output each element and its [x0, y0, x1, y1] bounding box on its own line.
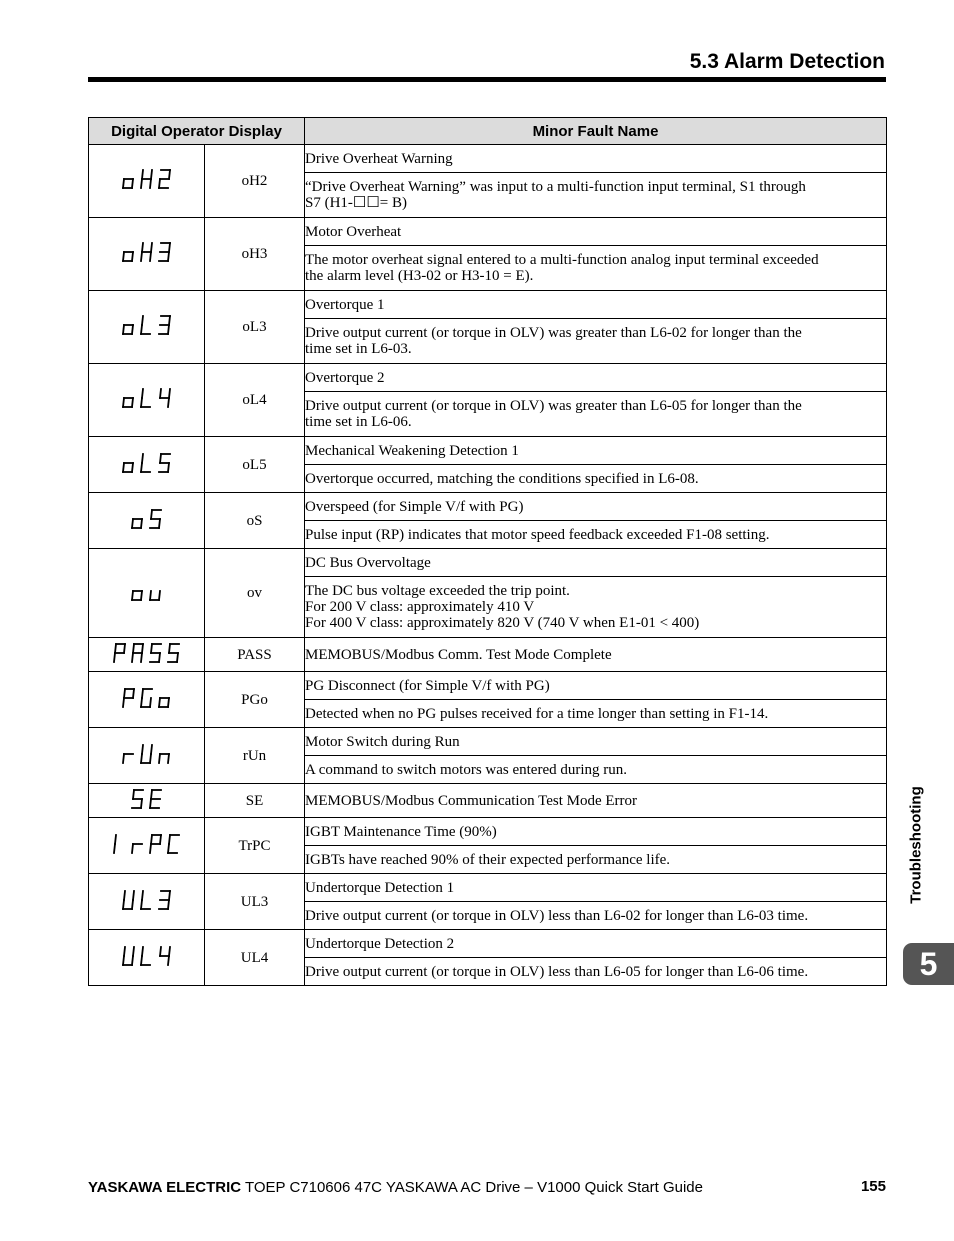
desc-text: Pulse input (RP) indicates that motor speed feedback exceeded F1-08 setting. — [305, 526, 770, 543]
operator-display — [89, 874, 205, 930]
seven-segment-glyph — [158, 451, 172, 475]
seven-segment-glyph — [158, 167, 172, 191]
alarm-code: UL4 — [205, 930, 305, 986]
alarm-code: PGo — [205, 672, 305, 728]
seven-segment-glyph — [158, 386, 172, 410]
desc-text: IGBT Maintenance Time (90%) — [305, 823, 497, 840]
fault-name — [305, 874, 887, 902]
fault-name — [305, 728, 887, 756]
fault-description — [305, 173, 887, 218]
table-row — [89, 493, 887, 521]
alarm-code: rUn — [205, 728, 305, 784]
alarm-code: oL4 — [205, 364, 305, 437]
fault-name — [305, 291, 887, 319]
desc-text: PG Disconnect (for Simple V/f with PG) — [305, 677, 550, 694]
col-header-display: Digital Operator Display — [89, 118, 305, 145]
footer-brand: YASKAWA ELECTRIC — [88, 1179, 242, 1196]
seven-segment-glyph — [113, 832, 127, 856]
page-number: 155 — [860, 1178, 886, 1195]
alarm-code: UL3 — [205, 874, 305, 930]
alarm-code: PASS — [205, 638, 305, 672]
seven-segment-glyph — [158, 944, 172, 968]
desc-text: Detected when no PG pulses received for a time longer than setting in F1-14. — [305, 705, 769, 722]
desc-text: A command to switch motors was entered during run. — [305, 761, 628, 778]
table-row — [89, 784, 887, 818]
seven-segment-glyph — [140, 167, 154, 191]
alarm-code: SE — [205, 784, 305, 818]
troubleshooting-label: Troubleshooting — [907, 786, 925, 904]
desc-text: Overtorque occurred, matching the conditions specified in L6-08. — [305, 470, 699, 487]
fault-name — [305, 672, 887, 700]
seven-segment-glyph — [149, 787, 163, 811]
fault-description — [305, 521, 887, 549]
section-title: 5.3 Alarm Detection — [689, 50, 885, 73]
alarm-code: oH2 — [205, 145, 305, 218]
seven-segment-glyph — [131, 579, 145, 603]
table-row — [89, 728, 887, 756]
seven-segment-glyph — [140, 742, 154, 766]
fault-description — [305, 465, 887, 493]
operator-display — [89, 145, 205, 218]
table-row — [89, 930, 887, 958]
seven-segment-glyph — [122, 451, 136, 475]
seven-segment-glyph — [122, 742, 136, 766]
desc-text: IGBTs have reached 90% of their expected performance life. — [305, 851, 671, 868]
desc-text: Undertorque Detection 1 — [305, 879, 455, 896]
seven-segment-glyph — [149, 832, 163, 856]
desc-text: The motor overheat signal entered to a multi-function analog input terminal exceeded the alarm level (H3-02 or H3-10 = E). — [305, 252, 819, 284]
operator-display — [89, 672, 205, 728]
desc-text: Mechanical Weakening Detection 1 — [305, 442, 519, 459]
fault-name — [305, 638, 887, 672]
fault-name — [305, 784, 887, 818]
desc-text: Drive Overheat Warning — [305, 150, 453, 167]
table-header-row — [89, 118, 887, 145]
operator-display — [89, 930, 205, 986]
operator-display — [89, 784, 205, 818]
col-header-name: Minor Fault Name — [305, 118, 887, 145]
seven-segment-glyph — [122, 888, 136, 912]
alarm-code: oL3 — [205, 291, 305, 364]
fault-name — [305, 437, 887, 465]
desc-text: Drive output current (or torque in OLV) was greater than L6-02 for longer than the time set in L6-03. — [305, 325, 802, 357]
operator-display — [89, 437, 205, 493]
fault-description — [305, 700, 887, 728]
fault-description — [305, 392, 887, 437]
seven-segment-glyph — [122, 944, 136, 968]
fault-description — [305, 846, 887, 874]
table-body — [89, 145, 887, 986]
seven-segment-glyph — [131, 832, 145, 856]
desc-text: Drive output current (or torque in OLV) was greater than L6-05 for longer than the time set in L6-06. — [305, 398, 802, 430]
footer-doc: TOEP C710606 47C YASKAWA AC Drive – V1000 Quick Start Guide — [241, 1179, 703, 1196]
table-row — [89, 874, 887, 902]
desc-text: The DC bus voltage exceeded the trip point. For 200 V class: approximately 410 V For 400 V class: approximately 820 V (740 V when E1-01 < 400) — [305, 583, 700, 631]
operator-display — [89, 218, 205, 291]
seven-segment-glyph — [149, 507, 163, 531]
table-row — [89, 218, 887, 246]
operator-display — [89, 364, 205, 437]
seven-segment-glyph — [158, 888, 172, 912]
seven-segment-glyph — [140, 686, 154, 710]
desc-text: Motor Switch during Run — [305, 733, 460, 750]
desc-text: Overtorque 1 — [305, 296, 385, 313]
desc-text: Drive output current (or torque in OLV) less than L6-02 for longer than L6-03 time. — [305, 907, 809, 924]
seven-segment-glyph — [167, 832, 181, 856]
fault-name — [305, 145, 887, 173]
alarm-table — [88, 117, 887, 986]
fault-description — [305, 577, 887, 638]
footer-doc-info — [88, 1179, 703, 1196]
seven-segment-glyph — [167, 641, 181, 665]
seven-segment-glyph — [131, 507, 145, 531]
seven-segment-glyph — [140, 888, 154, 912]
alarm-code: oL5 — [205, 437, 305, 493]
fault-description — [305, 246, 887, 291]
seven-segment-glyph — [149, 641, 163, 665]
troubleshooting-tab — [903, 770, 929, 920]
alarm-code: ov — [205, 549, 305, 638]
table-row — [89, 145, 887, 173]
seven-segment-glyph — [122, 240, 136, 264]
seven-segment-glyph — [131, 641, 145, 665]
fault-name — [305, 493, 887, 521]
fault-name — [305, 218, 887, 246]
chapter-tab: 5 — [903, 943, 954, 985]
seven-segment-glyph — [140, 313, 154, 337]
seven-segment-glyph — [158, 686, 172, 710]
table-row — [89, 818, 887, 846]
fault-name — [305, 930, 887, 958]
seven-segment-glyph — [122, 313, 136, 337]
seven-segment-glyph — [158, 240, 172, 264]
seven-segment-glyph — [149, 579, 163, 603]
seven-segment-glyph — [158, 313, 172, 337]
alarm-code: oS — [205, 493, 305, 549]
fault-description — [305, 902, 887, 930]
desc-text: MEMOBUS/Modbus Comm. Test Mode Complete — [305, 646, 612, 663]
seven-segment-glyph — [122, 386, 136, 410]
seven-segment-glyph — [122, 167, 136, 191]
table-row — [89, 672, 887, 700]
alarm-code: oH3 — [205, 218, 305, 291]
operator-display — [89, 549, 205, 638]
table-row — [89, 549, 887, 577]
operator-display — [89, 728, 205, 784]
operator-display — [89, 291, 205, 364]
operator-display — [89, 493, 205, 549]
seven-segment-glyph — [140, 386, 154, 410]
fault-description — [305, 319, 887, 364]
operator-display — [89, 818, 205, 874]
seven-segment-glyph — [113, 641, 127, 665]
seven-segment-glyph — [122, 686, 136, 710]
table-row — [89, 638, 887, 672]
table-row — [89, 364, 887, 392]
desc-text: “Drive Overheat Warning” was input to a multi-function input terminal, S1 through S7 (H1-☐☐= B) — [305, 179, 806, 211]
desc-text: Overtorque 2 — [305, 369, 385, 386]
table-row — [89, 437, 887, 465]
desc-text: Drive output current (or torque in OLV) less than L6-05 for longer than L6-06 time. — [305, 963, 809, 980]
fault-name — [305, 549, 887, 577]
seven-segment-glyph — [158, 742, 172, 766]
seven-segment-glyph — [140, 240, 154, 264]
operator-display — [89, 638, 205, 672]
seven-segment-glyph — [131, 787, 145, 811]
alarm-code: TrPC — [205, 818, 305, 874]
desc-text: Motor Overheat — [305, 223, 402, 240]
desc-text: DC Bus Overvoltage — [305, 554, 431, 571]
fault-name — [305, 818, 887, 846]
seven-segment-glyph — [140, 451, 154, 475]
fault-description — [305, 756, 887, 784]
fault-name — [305, 364, 887, 392]
fault-description — [305, 958, 887, 986]
header-rule — [88, 77, 886, 82]
desc-text: Overspeed (for Simple V/f with PG) — [305, 498, 524, 515]
table-row — [89, 291, 887, 319]
seven-segment-glyph — [140, 944, 154, 968]
desc-text: MEMOBUS/Modbus Communication Test Mode Error — [305, 792, 637, 809]
desc-text: Undertorque Detection 2 — [305, 935, 455, 952]
